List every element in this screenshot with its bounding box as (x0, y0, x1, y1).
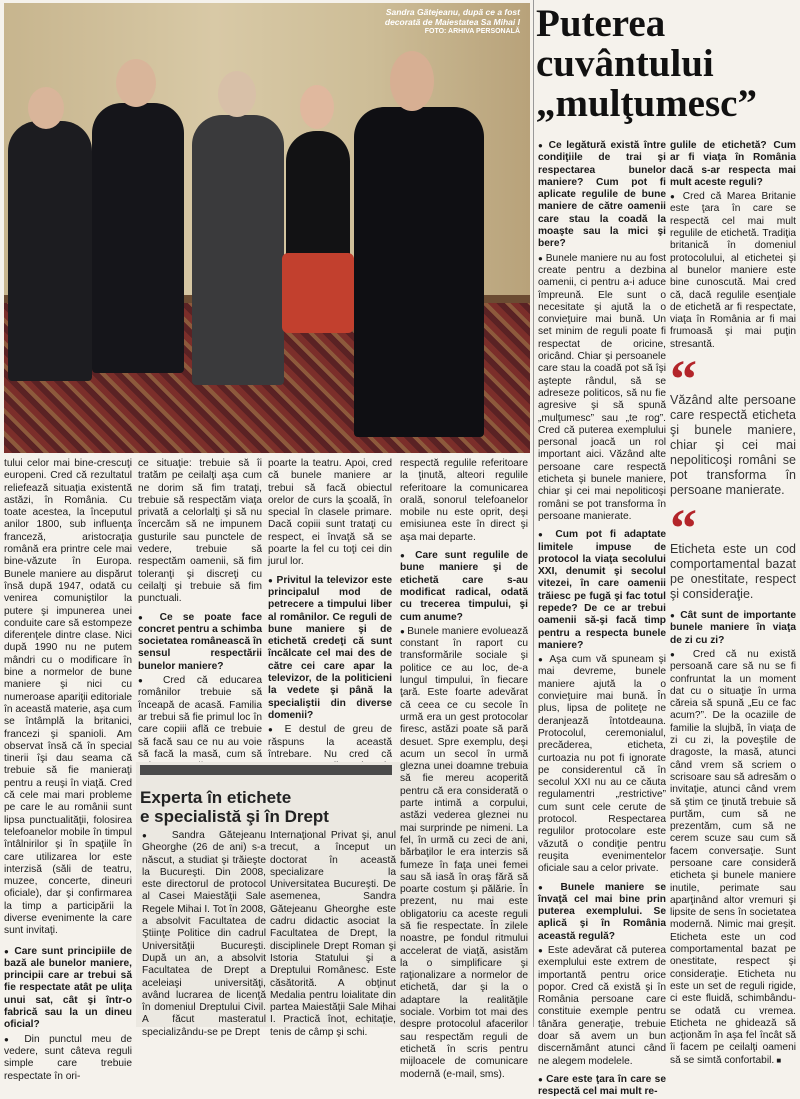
answer: ● Este adevărat că puterea exemplului este extrem de importantă pentru orice popor. Cred că există şi în România persoane care constituie exemple pentru tânăra generaţie, trebuie doar să avem un bun discernământ atunci când ne alegem modelele. (538, 945, 666, 1068)
box-bar (140, 765, 392, 775)
bio-text: ● Sandra Gătejeanu Gheorghe (26 de ani) s-a născut, a studiat şi trăieşte la Bucureşti. Din 2008, este directorul de protocol al Casei Maiestăţii Sale Regele Mihai I. Tot în 2008, a absolvit Facultatea de Ştiinţe Politice din cadrul Universităţii Bucureşti. După un an, a absolvit Facultatea de Drept a aceleiaşi universităţi, având lucrarea de licenţă în domeniul Dreptului Civil. A făcut masteratul specializându-se pe Drept (142, 830, 266, 1039)
answer: ● Din punctul meu de vedere, sunt câteva reguli simple care trebuie respectate în ori- (4, 1034, 132, 1083)
photo-credit: FOTO: ARHIVA PERSONALĂ (424, 28, 520, 35)
quote-mark-icon: “ (670, 349, 697, 410)
answer: ● Cred că educarea românilor trebuie să înceapă de acasă. Familia ar trebui să fie primul loc în care copiii află ce trebuie să facă sau ce nu au voie să facă la masă, cum să (138, 675, 262, 773)
paragraph: tului celor mai bine-crescuţi europeni. Cred că rezultatul reliefează situaţia existentă astăzi, în România. Cu toate acestea, la începutul anilor 1800, sub influenţa franceză, aristocraţia română era printre cele mai bine-văzute în Europa. Bunele maniere au dispărut însă după 1947, odată cu venirea comuniştilor la putere şi impunerea unei conduite care să estompeze diferenţele dintre clase. Nici după 1990 nu ne putem mândri cu o modificare în bine a normelor de bune maniere şi nici cu numeroase apariţii editoriale în această materie, aşa cum se întâmplă la britanici, francezi şi spanioli. Am observat însă că în special tinerii îşi dau seama că trebuie să fie manieraţi pentru a reuşi în viaţă. Cred că cele mai mari probleme pe care le au românii sunt lipsa punctualităţii, folosirea telefoanelor mobile în timpul întâlnirilor şi în spaţiile în care utilizarea lor este interzisă (săli de teatru, muzee, concerte, dineuri oficiale), dar şi confirmarea la timp a participării la diverse evenimente la care sunt invitaţi. (4, 458, 132, 937)
box-title: Experta în etichete e specialistă şi în Drept (140, 788, 329, 826)
pull-quote: Văzând alte persoane care respectă eticheta şi bunele maniere, chiar şi cei mai nepoliticoşi români se pot transforma în persoane manierate. (670, 393, 796, 498)
column-4 (400, 458, 528, 1080)
paragraph: respectă regulile referitoare la ţinută, alteori regulile referitoare la comunicarea orală, sonorul telefoanelor mobile nu este oprit, deşi emisiunea este în direct şi aşa mai departe. (400, 458, 528, 543)
box-column-a (142, 830, 266, 1038)
answer: ● Cred că nu există persoană care să nu se fi confruntat la un moment dat cu o situaţie în urma căreia să spună „Eu ce fac acum?”. De la ocaziile de familie la slujbă, în viaţa de zi cu zi, la poveştile de dragoste, la masă, atunci când vrem să scriem o scrisoare sau să adresăm o invitaţie, atunci când vrem să ştim ce ţinută trebuie să purtăm, cum să ne prezentăm, cum să ne cerem scuze sau cum să facem conversaţie. Sunt persoane care consideră eticheta şi bunele maniere inutile, perimate sau aparţinând altor vremuri şi lipsite de sens în societatea modernă. Nimic mai greşit. Eticheta este un cod comportamental bazat pe onestitate, respect şi consideraţie. Eticheta nu este un set de reguli rigide, ci este fluidă, schimbându-se odată cu vremea. Eticheta ne ghidează să acţionăm în aşa fel încât să îi facem pe ceilalţi oameni să se simtă confortabil. ■ (670, 649, 796, 1067)
question: ● Care sunt regulile de bune maniere şi de etichetă care s-au modificat radical, odată cu trecerea timpului, şi cum anume? (400, 550, 528, 624)
answer: ● Bunele maniere evoluează constant în raport cu transformările sociale şi politice ce au loc, de-a lungul timpului, în fiecare ţară. Este foarte adevărat că ceea ce cu secole în urmă era un gest protocolar firesc, astăzi poate să pară desuet. Spre exemplu, deşi acum un secol în urmă glezna unei doamne trebuia să fie mereu acoperită pentru că era considerată o parte intimă a corpului, astăzi vederea gleznei nu mai surprinde pe nimeni. La fel, în urmă cu zeci de ani, bărbaţilor le era interzis să fumeze în faţa unei femei sau să iasă în oraş fără să poarte costum şi pălărie. În prezent, nu mai este obligatoriu ca aceste reguli să fie respectate. În zilele noastre, pe fondul ritmului accelerat de viaţă, asistăm la o simplificare şi raţionalizare a normelor de etichetă, dar şi la o adaptare la realităţile sociale. Vorbim tot mai des despre protocolul afacerilor sau respectăm reguli de etichetă în scris pentru mijloacele de comunicare modernă (e-mail, sms). (400, 626, 528, 1081)
answer: ● Bunele maniere nu au fost create pentru a dezbina oamenii, ci pentru a-i aduce împreună. Ele sunt o necesitate şi ajută la o convieţuire mai bună. Un set minim de reguli poate fi respectat de oricine, oricând. Chiar şi persoanele care stau la coadă pot să îşi aştepte rândul, să se adreseze politicos, să nu fie agresive şi să spună „mulţumesc” sau „te rog”. Cred că puterea exemplului personal joacă un rol important aici. Văzând alte persoane care respectă eticheta şi bunele maniere, chiar şi cei mai nepoliticoşi români se pot transforma în persoane manierate. (538, 253, 666, 524)
paragraph: poarte la teatru. Apoi, cred că bunele maniere ar trebui să facă obiectul orelor de curs la şcoală, în special în clasele primare. Dacă copiii sunt trataţi cu respect, ei învaţă să se poarte la fel cu toţi cei din jurul lor. (268, 458, 392, 568)
question: ● Care este ţara în care se respectă cel mai mult re- (538, 1074, 666, 1099)
column-6 (670, 140, 796, 1066)
column-3 (268, 458, 392, 758)
column-5 (538, 140, 667, 1098)
question: ● Bunele maniere se învaţă cel mai bine prin puterea exemplului. Se aplică şi în România această regulă? (538, 882, 666, 943)
answer: ● Aşa cum vă spuneam şi mai devreme, bunele maniere ajută la o convieţuire mai bună. În plus, lipsa de politeţe ne deranjează întotdeauna. Protocolul, ceremonialul, precăderea, eticheta, curtoazia nu pot fi ignorate pe considerentul că în secolul XXI nu au ce căuta regulamentri „restrictive” cum sunt cele cerute de protocol. Respectarea regulilor protocolare este văzută o condiţie pentru reuşita evenimentelor oficiale sau a celor private. (538, 654, 666, 875)
question: ● Cât sunt de importante bunele maniere în viaţa de zi cu zi? (670, 610, 796, 647)
headline: Puterea cuvântului „mulţumesc” (536, 2, 757, 125)
paragraph: ce situaţie: trebuie să îi tratăm pe ceilalţi aşa cum ne dorim să fim trataţi, trebuie să respectăm viaţa privată a celorlalţi şi să nu încercăm să ne impunem gusturile sau punctele de vedere, trebuie să respectăm oamenii, să fim toleranţi şi discreţi cu ceilalţi şi trebuie să fim punctuali. (138, 458, 262, 605)
column-1 (4, 458, 132, 1082)
quote-mark-icon: “ (670, 498, 697, 559)
photo-caption (360, 7, 520, 37)
caption-text: Sandra Gătejeanu, după ce a fost decorată de Maiestatea Sa Mihai I (384, 7, 520, 27)
bio-text: Internaţional Privat şi, anul trecut, a început un doctorat în această specializare la Universitatea Bucureşti. De asemenea, Sandra Gătejeanu Gheorghe este cadru didactic asociat la Facultatea de Drept, la disciplinele Drept Roman şi Istoria Statului şi a Dreptului Românesc. Este căsătorită. A obţinut Medalia pentru loialitate din partea Maiestăţii Sale Mihai I. Practică înot, echitaţie, tenis de câmp şi schi. (270, 830, 396, 1038)
question: ● Cum pot fi adaptate limitele impuse de protocol la viaţa secolului XXI, denumit şi secolul vitezei, în care oamenii trăiesc pe fugă şi fac totul repede? De ce ar trebui oamenii să-şi facă timp pentru a respecta bunele maniere? (538, 529, 666, 652)
question: ● Care sunt principiile de bază ale bunelor maniere, principii care ar trebui să fie respectate atât pe uliţa unui sat, cât şi într-o fabrică sau la un dineu oficial? (4, 946, 132, 1032)
box-column-b (270, 830, 396, 1038)
column-divider (533, 0, 534, 1027)
answer: ● Cred că Marea Britanie este ţara în care se respectă cel mai mult regulile de etichetă. Tradiţia britanică în domeniul protocolului, al etichetei şi al bunelor maniere este bine cunoscută. Mai cred că, dacă regulile esenţiale de etichetă ar fi respectate, viaţa în România ar fi mai frumoasă şi mai puţin stresantă. (670, 191, 796, 351)
article-photo (4, 3, 530, 453)
question: ● Privitul la televizor este principalul mod de petrecere a timpului liber al românilor. Ce reguli de bune maniere şi de etichetă credeţi că sunt încălcate cel mai des de către cei care apar la televizor, de la politicieni la vedete şi până la specialiştii din diverse domenii? (268, 575, 392, 723)
answer: ● E destul de greu de răspuns la această întrebare. Nu cred că (268, 724, 392, 785)
question: ● Ce legătură există între condiţiile de trai şi respectarea bunelor maniere? Cum pot fi aplicate regulile de bune maniere de către oamenii care stau la coadă la moaşte sau la mici şi bere? (538, 140, 666, 251)
column-2 (138, 458, 262, 758)
question-continued: gulile de etichetă? Cum ar fi viaţa în România dacă s-ar respecta mai mult aceste reguli? (670, 140, 796, 188)
pull-quote: Eticheta este un cod comportamental bazat pe onestitate, respect şi consideraţie. (670, 542, 796, 602)
question: ● Ce se poate face concret pentru a schimba societatea românească în sensul respectării bunelor maniere? (138, 612, 262, 673)
